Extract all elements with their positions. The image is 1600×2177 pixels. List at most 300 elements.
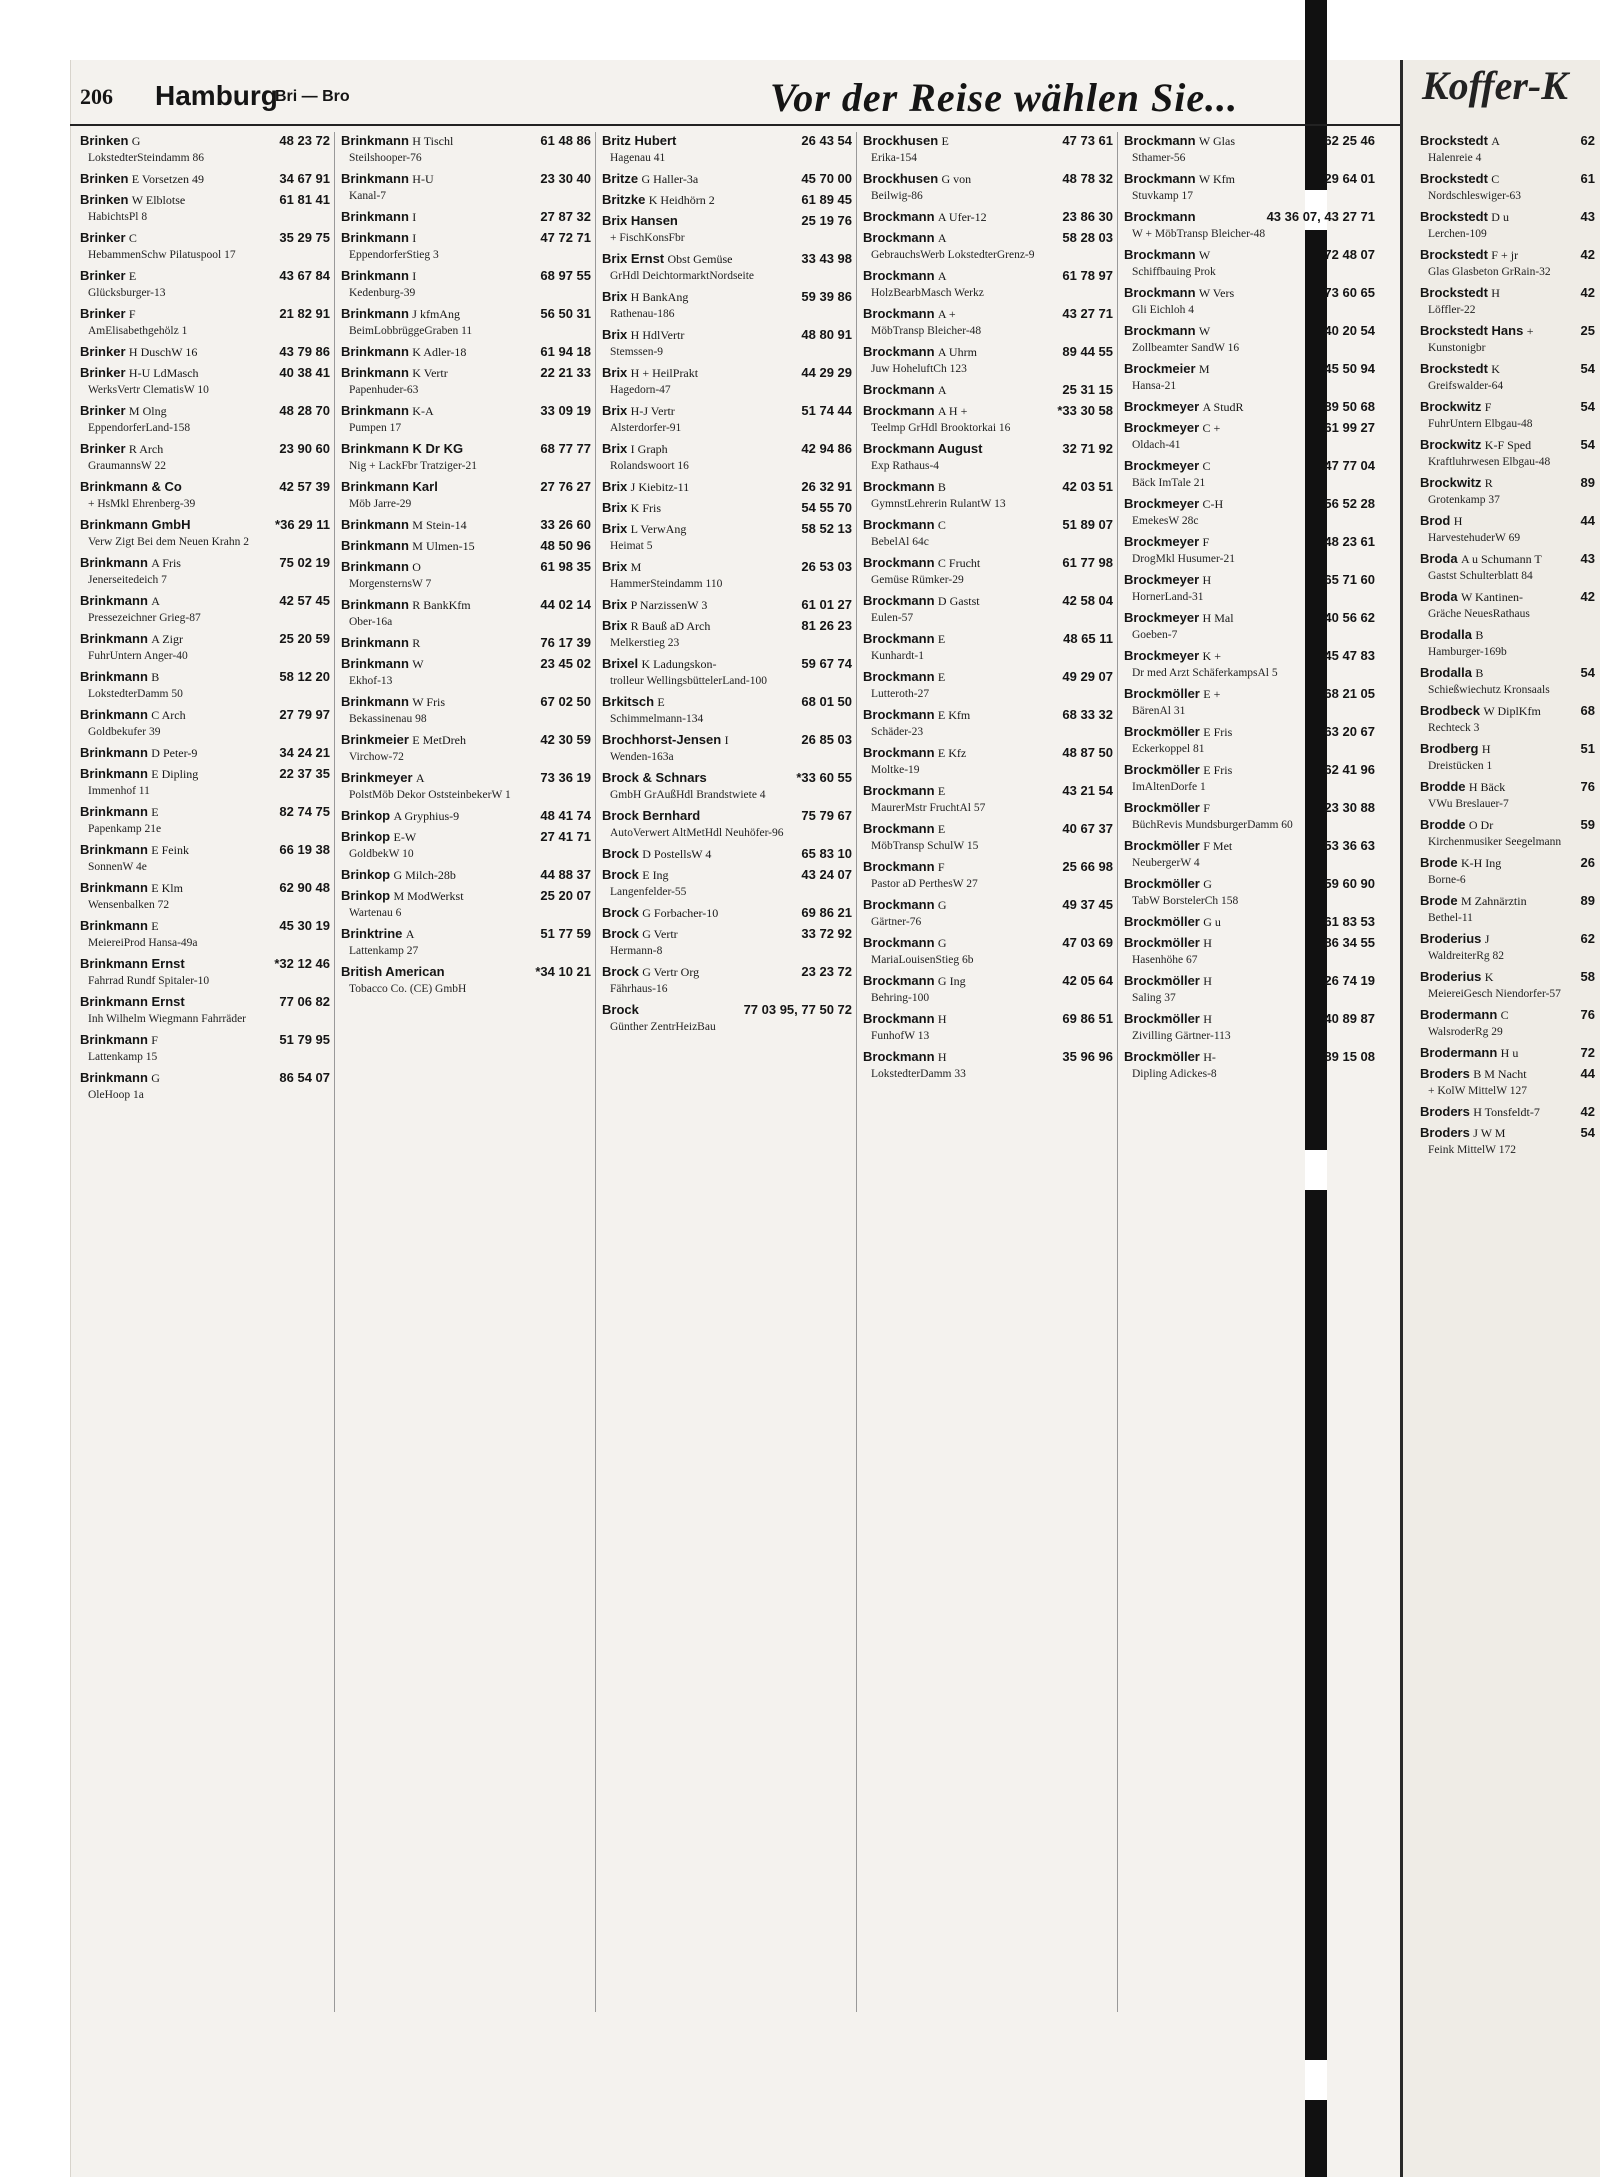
directory-entry (863, 934, 1113, 969)
entry-qualifier: K-A (412, 404, 434, 418)
entry-address: Papenhuder-63 (349, 384, 419, 396)
entry-address: Rechteck 3 (1428, 722, 1480, 734)
entry-address: + HsMkl Ehrenberg-39 (88, 498, 196, 510)
entry-name: Brockmeyer (1124, 534, 1200, 549)
entry-name: Brinkmann & Co (80, 479, 182, 494)
directory-entry (341, 807, 591, 825)
entry-phone: 77 03 95, 77 50 72 (743, 1002, 852, 1017)
entry-phone: 40 56 62 (1324, 610, 1375, 625)
entry-address: HabichtsPl 8 (88, 211, 148, 223)
entry-phone: 26 43 54 (801, 133, 852, 148)
entry-name: Brockstedt (1420, 285, 1488, 300)
entry-name: Brockstedt (1420, 361, 1488, 376)
entry-phone: 81 26 23 (801, 618, 852, 633)
entry-name: Brock (602, 964, 639, 979)
entry-phone: 26 74 19 (1324, 973, 1375, 988)
directory-entry (863, 305, 1113, 340)
entry-name: Brinkop (341, 867, 391, 882)
slogan-banner: Vor der Reise wählen Sie... (770, 75, 1239, 120)
directory-entry (341, 596, 591, 631)
entry-phone: 27 41 71 (540, 829, 591, 844)
entry-phone: 61 81 41 (279, 192, 330, 207)
entry-phone: 25 20 07 (540, 888, 591, 903)
entry-address: GraumannsW 22 (88, 460, 167, 472)
entry-phone: 68 (1580, 703, 1595, 718)
directory-entry (1420, 512, 1595, 547)
directory-entry (80, 1069, 330, 1104)
entry-phone: 48 23 72 (279, 133, 330, 148)
entry-name: Britze (602, 171, 639, 186)
entry-name: Brockmöller (1124, 800, 1200, 815)
directory-entry (1420, 246, 1595, 281)
entry-address: GebrauchsWerb LokstedterGrenz-9 (871, 249, 1035, 261)
entry-address: PolstMöb Dekor OststeinbekerW 1 (349, 789, 511, 801)
entry-name: Brockmöller (1124, 914, 1200, 929)
entry-phone: 42 (1580, 285, 1595, 300)
entry-qualifier: H (1203, 936, 1212, 950)
entry-name: Brinker (80, 403, 126, 418)
entry-phone: 89 15 08 (1324, 1049, 1375, 1064)
directory-entry (602, 440, 852, 475)
entry-phone: 68 21 05 (1324, 686, 1375, 701)
entry-phone: 45 70 00 (801, 171, 852, 186)
directory-entry (341, 305, 591, 340)
entry-name: Brockmann (1124, 133, 1196, 148)
directory-entry (80, 917, 330, 952)
entry-address: Greifswalder-64 (1428, 380, 1504, 392)
directory-entry (863, 478, 1113, 513)
entry-address: WerksVertr ClematisW 10 (88, 384, 209, 396)
directory-entry (80, 191, 330, 226)
entry-qualifier: H Tischl (412, 134, 454, 148)
directory-entry (602, 866, 852, 901)
entry-qualifier: F (128, 307, 136, 321)
entry-name: Brockmann (1124, 171, 1196, 186)
entry-name: Brinker (80, 230, 126, 245)
entry-phone: 75 02 19 (279, 555, 330, 570)
directory-entry (1124, 875, 1375, 910)
directory-entry (1124, 837, 1375, 872)
entry-qualifier: K (1491, 362, 1500, 376)
entry-phone: 33 43 98 (801, 251, 852, 266)
entry-address: GmbH GrAußHdl Brandstwiete 4 (610, 789, 766, 801)
entry-phone: 47 73 61 (1062, 133, 1113, 148)
directory-entry (602, 170, 852, 188)
entry-address: Kraftluhrwesen Elbgau-48 (1428, 456, 1551, 468)
entry-phone: 62 (1580, 133, 1595, 148)
entry-qualifier: W Fris (412, 695, 446, 709)
entry-phone: 59 (1580, 817, 1595, 832)
directory-entry (863, 858, 1113, 893)
directory-entry (341, 828, 591, 863)
entry-phone: 56 50 31 (540, 306, 591, 321)
entry-address: LokstedterSteindamm 86 (88, 152, 204, 164)
entry-address: Kedenburg-39 (349, 287, 416, 299)
entry-phone: 43 36 07, 43 27 71 (1266, 209, 1375, 224)
entry-name: Brixel (602, 656, 639, 671)
directory-entry (602, 693, 852, 728)
entry-phone: 89 (1580, 475, 1595, 490)
entry-name: Brinkmann (341, 230, 409, 245)
directory-entry (341, 963, 591, 998)
entry-qualifier: H (1203, 974, 1212, 988)
entry-name: Brinker (80, 268, 126, 283)
entry-address: Kirchenmusiker Seegelmann (1428, 836, 1562, 848)
entry-name: Brix (602, 559, 628, 574)
entry-qualifier: D Gastst (937, 594, 980, 608)
entry-address: Möb Jarre-29 (349, 498, 412, 510)
listing-column (602, 132, 857, 2012)
entry-address: WalsroderRg 29 (1428, 1026, 1503, 1038)
entry-name: Brix (602, 403, 628, 418)
entry-address: Schießwiechutz Kronsaals (1428, 684, 1550, 696)
entry-address: Heimat 5 (610, 540, 653, 552)
directory-entry (341, 516, 591, 534)
entry-name: Brockmann (863, 935, 935, 950)
entry-qualifier: F (1202, 535, 1210, 549)
entry-address: HammerSteindamm 110 (610, 578, 723, 590)
entry-phone: 68 01 50 (801, 694, 852, 709)
entry-name: Brockmann (863, 230, 935, 245)
entry-name: Brockmann (863, 1011, 935, 1026)
directory-entry (602, 807, 852, 842)
entry-qualifier: H- (1203, 1050, 1216, 1064)
entry-qualifier: A Fris (151, 556, 181, 570)
directory-entry (1124, 761, 1375, 796)
entry-phone: 27 79 97 (279, 707, 330, 722)
directory-entry (1420, 208, 1595, 243)
entry-phone: 54 (1580, 361, 1595, 376)
entry-address: ImAltenDorfe 1 (1132, 781, 1206, 793)
entry-qualifier: M ModWerkst (393, 889, 464, 903)
entry-phone: 40 38 41 (279, 365, 330, 380)
entry-phone: 42 (1580, 589, 1595, 604)
entry-qualifier: A (937, 269, 947, 283)
directory-entry (1124, 934, 1375, 969)
entry-qualifier: M Zahnärztin (1460, 894, 1527, 908)
entry-name: Brockmeyer (1124, 610, 1200, 625)
entry-address: EppendorferLand-158 (88, 422, 191, 434)
entry-address: FunhofW 13 (871, 1030, 930, 1042)
entry-phone: 58 12 20 (279, 669, 330, 684)
entry-qualifier: A H + (937, 404, 968, 418)
entry-qualifier: F (151, 1033, 158, 1047)
entry-phone: 49 29 07 (1062, 669, 1113, 684)
entry-name: Brockstedt (1420, 247, 1488, 262)
directory-entry (80, 668, 330, 703)
entry-qualifier: H BankAng (630, 290, 689, 304)
directory-entry (863, 668, 1113, 703)
entry-address: VWu Breslauer-7 (1428, 798, 1509, 810)
entry-address: HebammenSchw Pilatuspool 17 (88, 249, 236, 261)
entry-phone: 48 41 74 (540, 808, 591, 823)
entry-name: Brinkmann (80, 593, 148, 608)
directory-entry (80, 592, 330, 627)
entry-address: Günther ZentrHeizBau (610, 1021, 716, 1033)
entry-name: Brock (602, 846, 639, 861)
directory-entry (80, 993, 330, 1028)
entry-phone: 65 71 60 (1324, 572, 1375, 587)
entry-address: Stemssen-9 (610, 346, 664, 358)
entry-qualifier: I (724, 733, 729, 747)
entry-qualifier: E (937, 670, 946, 684)
entry-address: EppendorferStieg 3 (349, 249, 439, 261)
entry-phone: 47 03 69 (1062, 935, 1113, 950)
entry-name: Brockmeyer (1124, 399, 1200, 414)
entry-qualifier: H Tonsfeldt-7 (1473, 1105, 1540, 1119)
entry-phone: 72 48 07 (1324, 247, 1375, 262)
entry-qualifier: H-J Vertr (630, 404, 675, 418)
entry-name: Brinker (80, 441, 126, 456)
entry-phone: 75 79 67 (801, 808, 852, 823)
entry-address: Immenhof 11 (88, 785, 150, 797)
directory-entry (1124, 419, 1375, 454)
entry-name: Brodermann (1420, 1007, 1498, 1022)
entry-address: SonnenW 4e (88, 861, 147, 873)
directory-entry (1420, 284, 1595, 319)
entry-name: Brinkmann (80, 804, 148, 819)
entry-qualifier: G (937, 936, 947, 950)
entry-address: Pastor aD PerthesW 27 (871, 878, 978, 890)
page-header (70, 75, 1400, 126)
entry-address: Juw HoheluftCh 123 (871, 363, 967, 375)
entry-name: Brodde (1420, 779, 1466, 794)
entry-phone: 48 87 50 (1062, 745, 1113, 760)
entry-phone: 61 94 18 (540, 344, 591, 359)
directory-entry (1420, 132, 1595, 167)
entry-qualifier: W Glas (1198, 134, 1236, 148)
entry-address: Hamburger-169b (1428, 646, 1507, 658)
entry-name: Brockmeier (1124, 361, 1196, 376)
entry-name: Brix (602, 521, 628, 536)
entry-name: Brockmann (863, 306, 935, 321)
entry-phone: 72 (1580, 1045, 1595, 1060)
entry-name: Britzke (602, 192, 646, 207)
entry-qualifier: E Ing (642, 868, 669, 882)
entry-phone: 73 36 19 (540, 770, 591, 785)
entry-address: Halenreie 4 (1428, 152, 1482, 164)
entry-phone: 54 (1580, 437, 1595, 452)
entry-name: Brodalla (1420, 665, 1473, 680)
entry-address: LokstedterDamm 50 (88, 688, 183, 700)
entry-qualifier: A (415, 771, 425, 785)
entry-phone: 23 30 40 (540, 171, 591, 186)
entry-name: Brinkmann (341, 635, 409, 650)
entry-phone: 62 25 46 (1324, 133, 1375, 148)
entry-name: Broders (1420, 1104, 1470, 1119)
entry-name: Brinkmann Ernst (80, 994, 185, 1009)
entry-address: Borne-6 (1428, 874, 1466, 886)
entry-qualifier: E Dipling (151, 767, 199, 781)
entry-qualifier: H Mal (1202, 611, 1234, 625)
entry-phone: 26 (1580, 855, 1595, 870)
entry-qualifier: C (1491, 172, 1500, 186)
directory-entry (341, 229, 591, 264)
entry-qualifier: K Fris (630, 501, 662, 515)
entry-name: Brockmann (863, 382, 935, 397)
directory-entry (602, 963, 852, 998)
directory-entry (863, 229, 1113, 264)
entry-name: Brinkmann K Dr KG (341, 441, 464, 456)
entry-address: Moltke-19 (871, 764, 920, 776)
directory-entry (341, 925, 591, 960)
directory-entry (602, 250, 852, 285)
entry-qualifier: W (1198, 248, 1211, 262)
entry-address: DrogMkl Husumer-21 (1132, 553, 1235, 565)
entry-qualifier: R BankKfm (412, 598, 471, 612)
entry-phone: 25 31 15 (1062, 382, 1113, 397)
entry-address: FuhrUntern Anger-40 (88, 650, 188, 662)
entry-phone: 42 03 51 (1062, 479, 1113, 494)
entry-address: Glas Glasbeton GrRain-32 (1428, 266, 1551, 278)
entry-qualifier: M Ulmen-15 (412, 539, 475, 553)
entry-address: Rathenau-186 (610, 308, 675, 320)
entry-name: Brockmeyer (1124, 648, 1200, 663)
directory-entry (602, 402, 852, 437)
entry-qualifier: H u (1500, 1046, 1519, 1060)
directory-entry (1420, 930, 1595, 965)
entry-name: Brkitsch (602, 694, 655, 709)
entry-qualifier: E Kfm (937, 708, 971, 722)
entry-name: Brinken (80, 192, 129, 207)
entry-qualifier: G Milch-28b (393, 868, 456, 882)
entry-phone: 77 06 82 (279, 994, 330, 1009)
directory-entry (1124, 132, 1375, 167)
entry-phone: 44 88 37 (540, 867, 591, 882)
directory-entry (1420, 892, 1595, 927)
entry-name: Brockmann (863, 821, 935, 836)
directory-entry (1420, 626, 1595, 661)
entry-phone: 54 (1580, 1125, 1595, 1140)
directory-entry (863, 820, 1113, 855)
entry-phone: 27 87 32 (540, 209, 591, 224)
entry-qualifier: H (1453, 514, 1463, 528)
entry-phone: 40 89 87 (1324, 1011, 1375, 1026)
entry-qualifier: P NarzissenW 3 (630, 598, 708, 612)
entry-name: Broderius (1420, 931, 1482, 946)
entry-qualifier: B (1475, 666, 1484, 680)
directory-entry (863, 630, 1113, 665)
entry-address: Hagenau 41 (610, 152, 666, 164)
entry-qualifier: K Adler-18 (412, 345, 467, 359)
entry-qualifier: H (1202, 573, 1212, 587)
directory-entry (602, 558, 852, 593)
entry-address: GrHdl DeichtormarktNordseite (610, 270, 755, 282)
entry-phone: 43 (1580, 209, 1595, 224)
entry-address: Bethel-11 (1428, 912, 1473, 924)
directory-entry (341, 208, 591, 226)
entry-name: Brinkmann (341, 403, 409, 418)
directory-entry (863, 782, 1113, 817)
entry-name: Brockmann (863, 897, 935, 912)
entry-phone: 23 86 30 (1062, 209, 1113, 224)
entry-address: Goeben-7 (1132, 629, 1178, 641)
directory-entry (1124, 972, 1375, 1007)
entry-address: Gastst Schulterblatt 84 (1428, 570, 1533, 582)
directory-entry (80, 364, 330, 399)
entry-phone: 42 57 45 (279, 593, 330, 608)
entry-phone: 44 02 14 (540, 597, 591, 612)
entry-qualifier: H-U LdMasch (128, 366, 199, 380)
directory-entry (1124, 647, 1375, 682)
entry-name: Brockmöller (1124, 1049, 1200, 1064)
directory-entry (80, 955, 330, 990)
entry-address: Erika-154 (871, 152, 917, 164)
directory-entry (602, 132, 852, 167)
entry-address: WaldreiterRg 82 (1428, 950, 1505, 962)
entry-phone: 69 86 51 (1062, 1011, 1113, 1026)
entry-address: Fährhaus-16 (610, 983, 668, 995)
entry-address: Zollbeamter SandW 16 (1132, 342, 1240, 354)
entry-name: Brix Ernst (602, 251, 665, 266)
entry-phone: 89 50 68 (1324, 399, 1375, 414)
entry-address: Schäder-23 (871, 726, 924, 738)
entry-phone: 42 30 59 (540, 732, 591, 747)
entry-qualifier: H (1481, 742, 1491, 756)
entry-qualifier: G (131, 134, 141, 148)
entry-address: Hagedorn-47 (610, 384, 671, 396)
directory-entry (1124, 360, 1375, 395)
entry-address: Jenerseitedeich 7 (88, 574, 167, 586)
entry-address: MaurerMstr FruchtAl 57 (871, 802, 986, 814)
entry-name: Brodalla (1420, 627, 1473, 642)
entry-phone: 33 26 60 (540, 517, 591, 532)
entry-name: Brinkmann (80, 555, 148, 570)
entry-qualifier: F (937, 860, 945, 874)
entry-qualifier: E (128, 269, 137, 283)
directory-entry (80, 630, 330, 665)
entry-address: MariaLouisenStieg 6b (871, 954, 974, 966)
entry-address: Papenkamp 21e (88, 823, 162, 835)
directory-entry (602, 326, 852, 361)
directory-entry (863, 440, 1113, 475)
entry-name: Brockmann (863, 403, 935, 418)
entry-name: Broderius (1420, 969, 1482, 984)
entry-qualifier: L VerwAng (630, 522, 687, 536)
entry-name: Brockmann (863, 209, 935, 224)
entry-qualifier: I (412, 269, 417, 283)
entry-address: HornerLand-31 (1132, 591, 1204, 603)
directory-entry (341, 731, 591, 766)
entry-qualifier: K Vertr (412, 366, 448, 380)
directory-entry (1420, 474, 1595, 509)
directory-entry (1124, 571, 1375, 606)
entry-qualifier: A (937, 231, 947, 245)
directory-entry (1124, 457, 1375, 492)
entry-name: Brix (602, 289, 628, 304)
entry-address: Feink MittelW 172 (1428, 1144, 1516, 1156)
entry-address: HolzBearbMasch Werkz (871, 287, 984, 299)
entry-name: Brinkmann (341, 517, 409, 532)
entry-qualifier: I (412, 210, 417, 224)
entry-qualifier: K (1484, 970, 1494, 984)
directory-entry (1124, 533, 1375, 568)
directory-entry (341, 537, 591, 555)
listing-column (1124, 132, 1379, 2012)
entry-address: Hasenhöhe 67 (1132, 954, 1198, 966)
entry-phone: 54 (1580, 399, 1595, 414)
entry-phone: *34 10 21 (535, 964, 591, 979)
directory-entry (602, 617, 852, 652)
entry-address: Behring-100 (871, 992, 930, 1004)
entry-phone: 22 37 35 (279, 766, 330, 781)
entry-phone: 23 23 72 (801, 964, 852, 979)
directory-entry (863, 896, 1113, 931)
directory-entry (1124, 1010, 1375, 1045)
entry-address: Gli Eichloh 4 (1132, 304, 1194, 316)
directory-entry (80, 305, 330, 340)
entry-phone: 48 65 11 (1063, 631, 1113, 646)
